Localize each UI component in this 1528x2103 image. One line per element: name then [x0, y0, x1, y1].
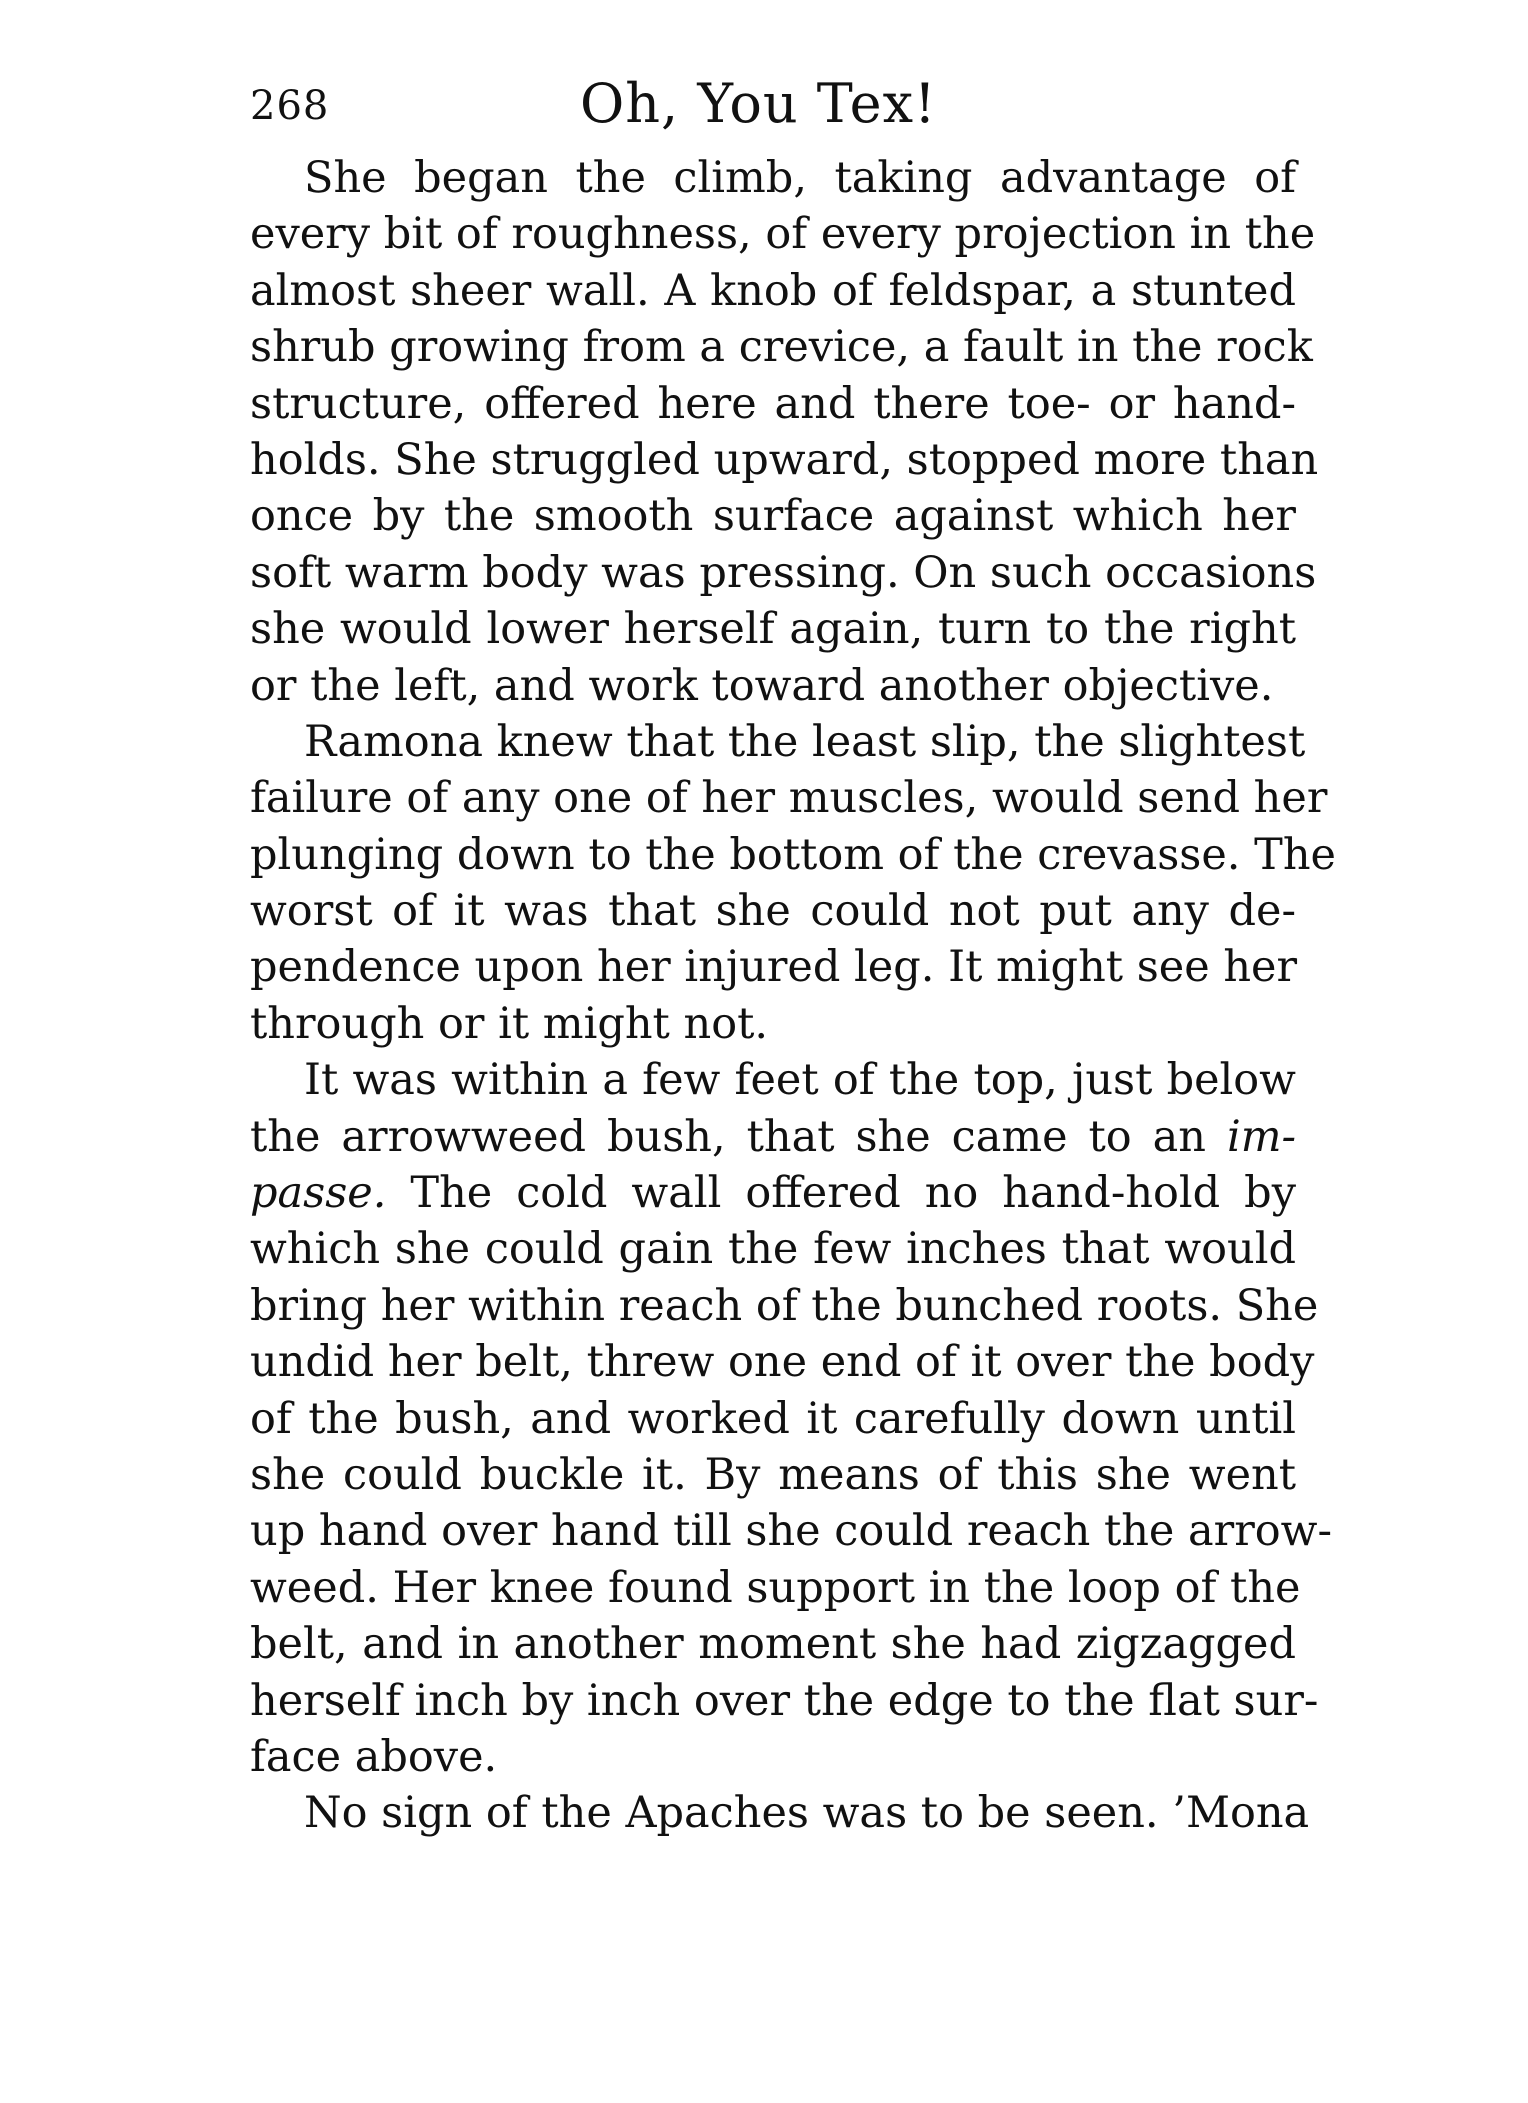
- text-fragment: the arrowweed bush, that she came to an: [250, 1111, 1227, 1162]
- text-line: holds. She struggled upward, stopped more than: [250, 434, 1319, 485]
- text-line: she could buckle it. By means of this she went: [250, 1449, 1296, 1500]
- text-line: structure, offered here and there toe- or hand-: [250, 378, 1296, 429]
- text-line: It was within a few feet of the top, just below: [304, 1055, 1296, 1106]
- text-line: or the left, and work toward another objective.: [250, 660, 1274, 711]
- text-line: Ramona knew that the least slip, the slightest: [304, 716, 1306, 767]
- text-line: pendence upon her injured leg. It might see her: [250, 942, 1298, 993]
- text-line: undid her belt, threw one end of it over the body: [250, 1337, 1315, 1388]
- text-line: bring her within reach of the bunched roots. She: [250, 1280, 1319, 1331]
- text-fragment: The cold wall offered no hand-hold by: [386, 1168, 1296, 1219]
- text-line: worst of it was that she could not put any de-: [250, 886, 1296, 937]
- text-line: failure of any one of her muscles, would send her: [250, 773, 1328, 824]
- text-line: which she could gain the few inches that would: [250, 1224, 1296, 1275]
- text-line: shrub growing from a crevice, a fault in the rock: [250, 322, 1313, 373]
- text-line: belt, and in another moment she had zigzagged: [250, 1619, 1296, 1670]
- text-line: soft warm body was pressing. On such occasions: [250, 547, 1317, 598]
- page-header: [250, 66, 1296, 146]
- body-text: [250, 150, 1336, 1842]
- text-line: she would lower herself again, turn to the right: [250, 604, 1296, 655]
- italic-fragment: passe.: [250, 1168, 387, 1219]
- text-line: face above.: [250, 1731, 498, 1782]
- running-title: Oh, You Tex!: [580, 72, 937, 135]
- text-line: herself inch by inch over the edge to the flat sur-: [250, 1675, 1319, 1726]
- text-line: weed. Her knee found support in the loop of the: [250, 1562, 1301, 1613]
- text-line: almost sheer wall. A knob of feldspar, a stunted: [250, 265, 1296, 316]
- text-line: plunging down to the bottom of the crevasse. The: [250, 829, 1336, 880]
- text-line: No sign of the Apaches was to be seen. ’Mona: [304, 1788, 1310, 1839]
- text-line: through or it might not.: [250, 998, 769, 1049]
- text-line: every bit of roughness, of every projection in the: [250, 209, 1316, 260]
- text-line: [250, 1165, 1296, 1221]
- text-line: once by the smooth surface against which her: [250, 491, 1296, 542]
- italic-fragment: im-: [1226, 1111, 1296, 1162]
- text-line: of the bush, and worked it carefully down until: [250, 1393, 1296, 1444]
- text-line: [250, 1109, 1296, 1165]
- page-number: 268: [250, 83, 330, 129]
- text-line: She began the climb, taking advantage of: [304, 153, 1296, 203]
- text-line: up hand over hand till she could reach the arrow-: [250, 1506, 1333, 1557]
